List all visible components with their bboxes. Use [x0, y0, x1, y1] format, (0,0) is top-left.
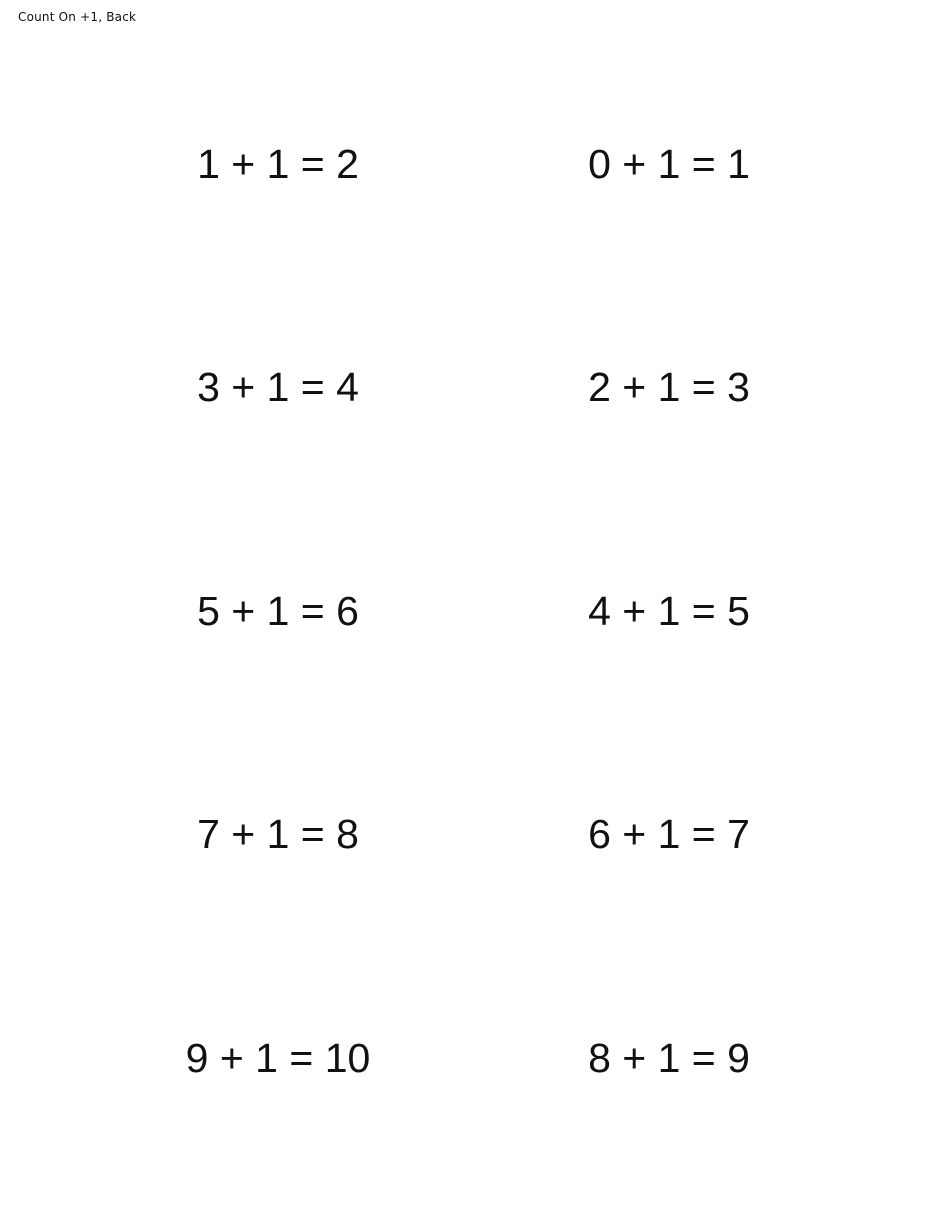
- equation-text: 2 + 1 = 3: [588, 364, 750, 410]
- flashcard: [474, 278, 864, 501]
- equation-text: 9 + 1 = 10: [185, 1035, 371, 1081]
- flashcard: [474, 949, 864, 1172]
- equation-text: 0 + 1 = 1: [588, 141, 750, 187]
- equation-text: 5 + 1 = 6: [197, 588, 359, 634]
- flashcard: [83, 949, 473, 1172]
- flashcard: [83, 502, 473, 725]
- equation-text: 4 + 1 = 5: [588, 588, 750, 634]
- flashcard: [83, 55, 473, 278]
- page-title: Count On +1, Back: [18, 10, 137, 24]
- equation-text: 7 + 1 = 8: [197, 811, 359, 857]
- flashcard: [83, 725, 473, 948]
- equation-text: 1 + 1 = 2: [197, 141, 359, 187]
- flashcard: [474, 502, 864, 725]
- equation-text: 8 + 1 = 9: [588, 1035, 750, 1081]
- flashcard: [474, 55, 864, 278]
- flashcard: [474, 725, 864, 948]
- flashcard: [83, 278, 473, 501]
- equation-text: 6 + 1 = 7: [588, 811, 750, 857]
- equation-text: 3 + 1 = 4: [197, 364, 359, 410]
